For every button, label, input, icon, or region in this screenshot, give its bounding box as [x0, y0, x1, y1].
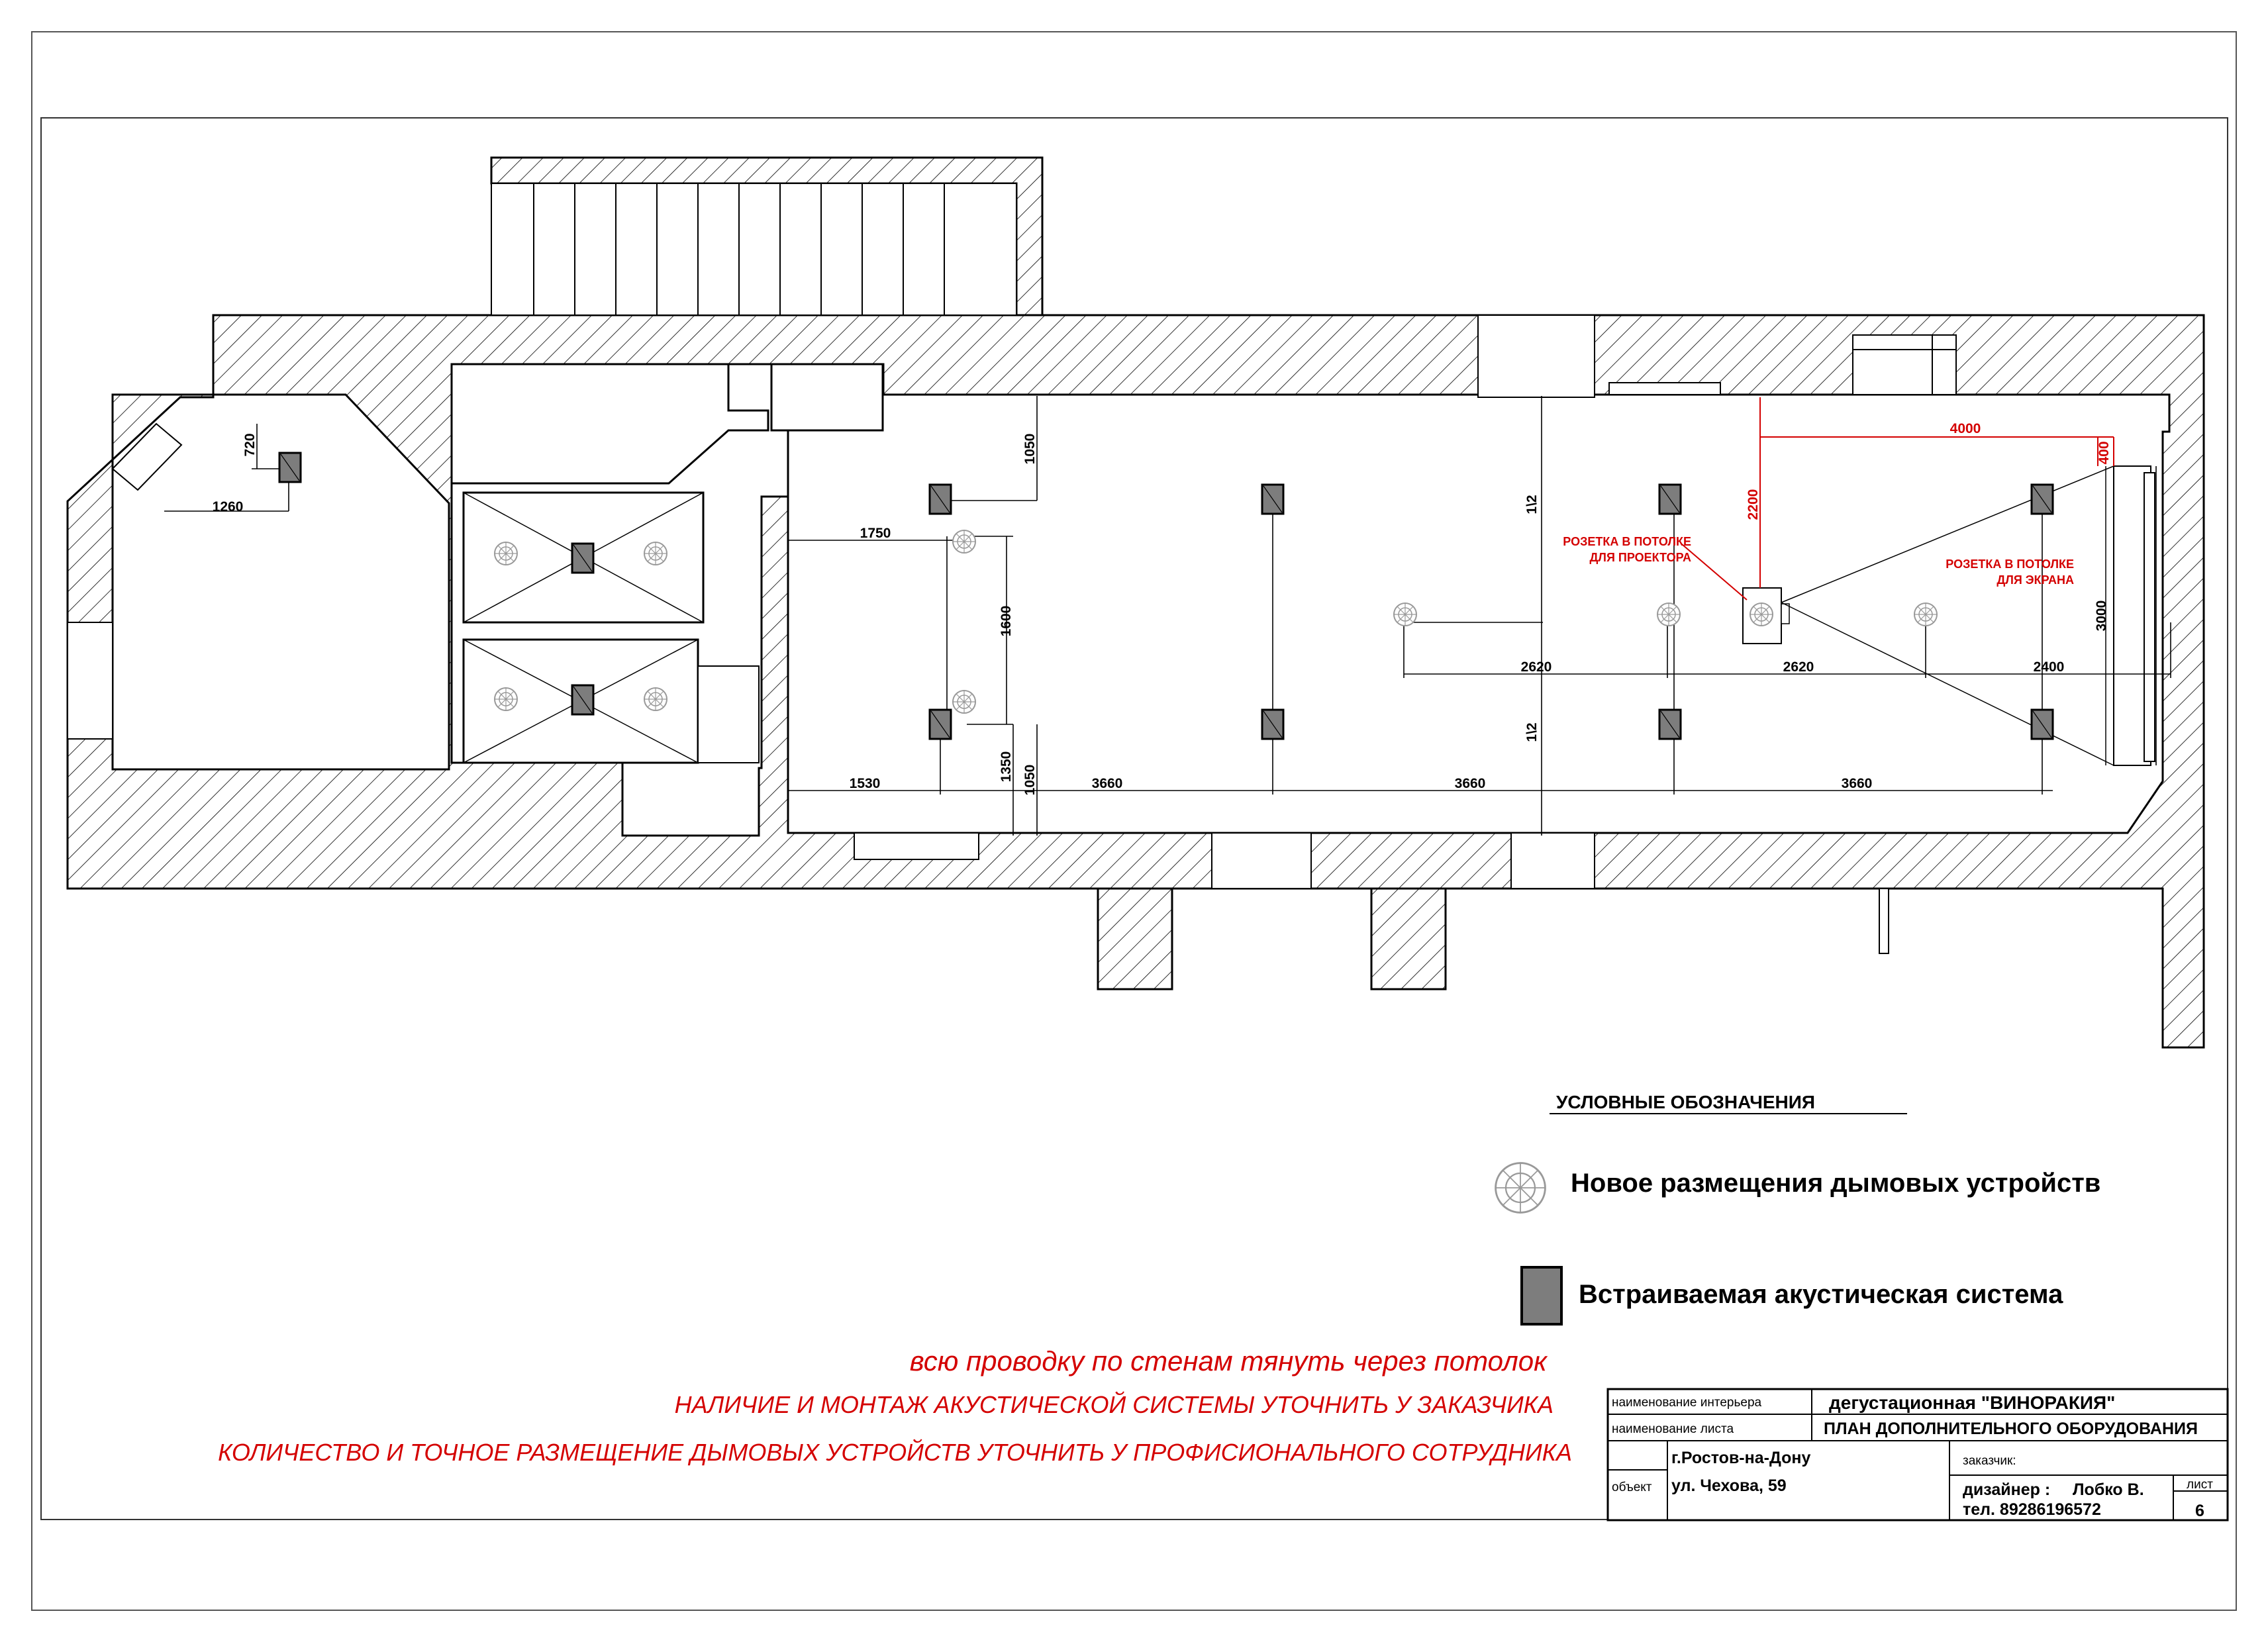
legend-title: УСЛОВНЫЕ ОБОЗНАЧЕНИЯ [1556, 1092, 1816, 1112]
dim-1050-bottom: 1050 [1022, 764, 1038, 796]
sheet-name-value: ПЛАН ДОПОЛНИТЕЛЬНОГО ОБОРУДОВАНИЯ [1824, 1420, 2198, 1438]
sheet-number: 6 [2195, 1502, 2204, 1520]
note-wiring: всю проводку по стенам тянуть через потолок [909, 1345, 1547, 1376]
dim-1260: 1260 [212, 499, 244, 514]
dim-1750: 1750 [860, 526, 891, 541]
designer-name: Лобко В. [2073, 1480, 2144, 1499]
object-label: объект [1612, 1480, 1652, 1494]
installation-notes [218, 1345, 1572, 1466]
floor-plan-walls [68, 158, 2204, 1047]
legend-speaker-label: Встраиваемая акустическая система [1579, 1280, 2063, 1309]
legend-smoke-label: Новое размещения дымовых устройств [1571, 1169, 2101, 1198]
dim-1600: 1600 [999, 605, 1014, 637]
dim-2200: 2200 [1746, 489, 1761, 520]
object-city: г.Ростов-на-Дону [1671, 1449, 1811, 1467]
screen-outlet-label-2: ДЛЯ ЭКРАНА [1997, 573, 2074, 587]
legend [1496, 1092, 2101, 1324]
interior-label: наименование интерьера [1612, 1396, 1762, 1410]
screen-outlet-label-1: РОЗЕТКА В ПОТОЛКЕ [1946, 557, 2074, 571]
smoke-detector-icon [1496, 1163, 1546, 1213]
speaker-icon [1522, 1267, 1561, 1324]
note-acoustic: НАЛИЧИЕ И МОНТАЖ АКУСТИЧЕСКОЙ СИСТЕМЫ УТОЧНИТЬ У ЗАКАЗЧИКА [674, 1391, 1553, 1418]
interior-fixtures [452, 183, 2155, 765]
designer-label: дизайнер : [1963, 1480, 2051, 1499]
designer-phone: тел. 89286196572 [1963, 1500, 2101, 1519]
dim-half-top: 1\2 [1524, 495, 1540, 514]
title-block [1608, 1389, 2228, 1520]
dim-3660-a: 3660 [1091, 776, 1123, 791]
dim-3000: 3000 [2094, 600, 2109, 632]
dim-1530: 1530 [849, 776, 881, 791]
object-street: ул. Чехова, 59 [1671, 1476, 1787, 1495]
projector-outlet-label-2: ДЛЯ ПРОЕКТОРА [1589, 551, 1691, 564]
outlet-annotations [1563, 535, 2074, 587]
customer-label: заказчик: [1963, 1454, 2016, 1468]
projector-outlet-label-1: РОЗЕТКА В ПОТОЛКЕ [1563, 535, 1691, 548]
dim-3660-c: 3660 [1841, 776, 1873, 791]
dim-half-bottom: 1\2 [1524, 722, 1540, 742]
interior-value: дегустационная "ВИНОРАКИЯ" [1829, 1392, 2116, 1413]
note-smoke: КОЛИЧЕСТВО И ТОЧНОЕ РАЗМЕЩЕНИЕ ДЫМОВЫХ УСТРОЙСТВ УТОЧНИТЬ У ПРОФИСИОНАЛЬНОГО СОТРУДНИКА [218, 1439, 1572, 1466]
dim-3660-b: 3660 [1454, 776, 1486, 791]
dim-720: 720 [242, 433, 258, 457]
dim-1050-top: 1050 [1022, 433, 1038, 465]
dim-4000: 4000 [1949, 421, 1981, 436]
dim-400: 400 [2096, 441, 2112, 465]
dim-2620-b: 2620 [1783, 659, 1814, 675]
dim-1350: 1350 [999, 751, 1014, 783]
sheet-name-label: наименование листа [1612, 1422, 1734, 1436]
dim-2400: 2400 [2033, 659, 2065, 675]
sheet-label: лист [2187, 1478, 2213, 1492]
dim-2620-a: 2620 [1520, 659, 1552, 675]
